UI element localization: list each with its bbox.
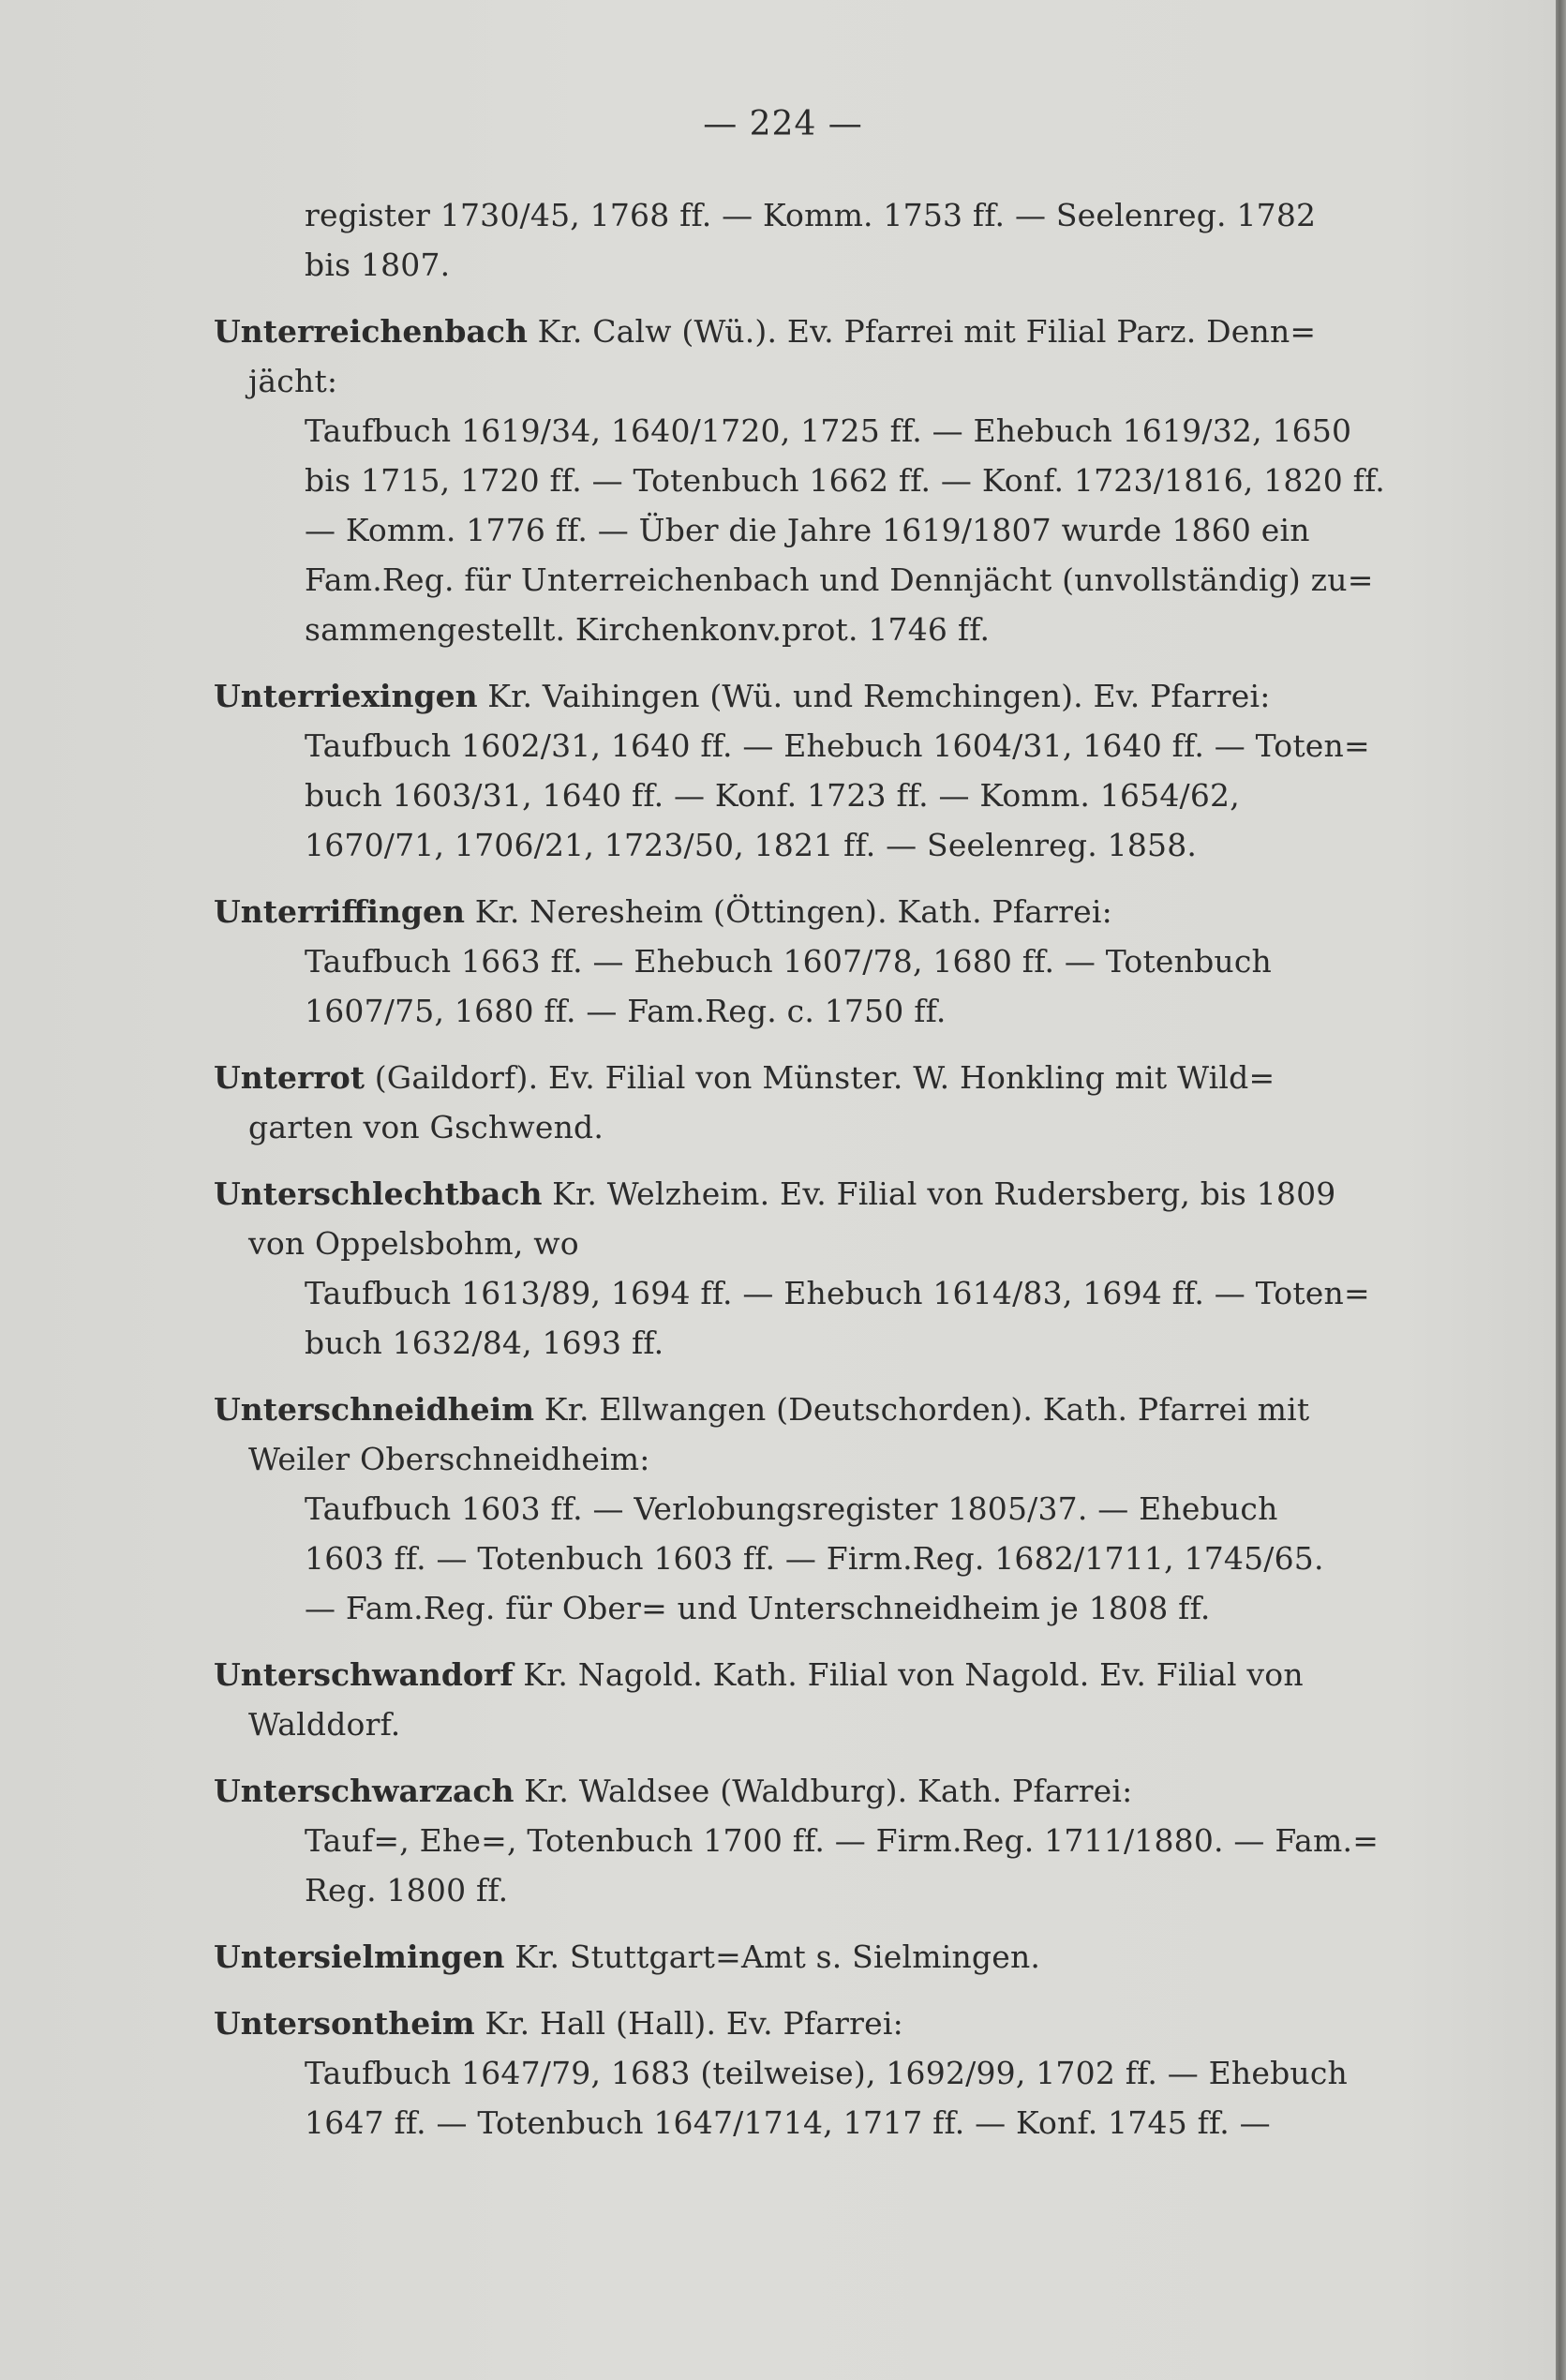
record-line: 1647 ff. — Totenbuch 1647/1714, 1717 ff. — Konf. 1745 ff. — xyxy=(305,2104,1271,2141)
entry-description: Kr. Waldsee (Waldburg). Kath. Pfarrei: xyxy=(514,1773,1133,1809)
entry-head-line xyxy=(214,671,1423,721)
text-line: von Oppelsbohm, wo xyxy=(248,1225,579,1262)
headword: Unterschwarzach xyxy=(214,1773,515,1809)
entry-head-line xyxy=(214,1385,1423,1434)
entry-head-line xyxy=(214,1766,1423,1816)
text-line: jächt: xyxy=(248,363,338,399)
entry-unterreichenbach xyxy=(214,307,1423,654)
entry-untersontheim xyxy=(214,1998,1423,2148)
entry-description: Kr. Welzheim. Ev. Filial von Rudersberg, bis 1809 xyxy=(542,1175,1336,1212)
record-line: buch 1603/31, 1640 ff. — Konf. 1723 ff. — Komm. 1654/62, xyxy=(305,777,1240,814)
record-line: 1670/71, 1706/21, 1723/50, 1821 ff. — Seelenreg. 1858. xyxy=(305,827,1198,863)
headword: Unterschwandorf xyxy=(214,1656,514,1693)
entry-description: (Gaildorf). Ev. Filial von Münster. W. Honkling mit Wild= xyxy=(365,1059,1275,1096)
record-line: Reg. 1800 ff. xyxy=(305,1872,509,1908)
record-line: sammengestellt. Kirchenkonv.prot. 1746 ff. xyxy=(305,611,991,648)
text-line: Walddorf. xyxy=(248,1706,401,1743)
text-line: garten von Gschwend. xyxy=(248,1109,604,1145)
entry-head-line xyxy=(214,887,1423,936)
record-line: Taufbuch 1647/79, 1683 (teilweise), 1692/99, 1702 ff. — Ehebuch xyxy=(305,2055,1349,2091)
entry-description: Kr. Hall (Hall). Ev. Pfarrei: xyxy=(474,2005,903,2042)
entry-head-line xyxy=(214,1169,1423,1219)
entry-unterschlechtbach xyxy=(214,1169,1423,1368)
record-line: bis 1715, 1720 ff. — Totenbuch 1662 ff. — Konf. 1723/1816, 1820 ff. xyxy=(305,462,1385,499)
entry-unterschneidheim xyxy=(214,1385,1423,1633)
entry-head-line xyxy=(214,1998,1423,2048)
record-line: Taufbuch 1613/89, 1694 ff. — Ehebuch 1614/83, 1694 ff. — Toten= xyxy=(305,1275,1370,1311)
entry-head-line xyxy=(214,1053,1423,1102)
record-line: Taufbuch 1603 ff. — Verlobungsregister 1805/37. — Ehebuch xyxy=(305,1490,1278,1527)
entry-head-line xyxy=(214,1932,1423,1982)
headword: Unterrot xyxy=(214,1059,365,1096)
headword: Unterriexingen xyxy=(214,678,478,714)
record-line: — Fam.Reg. für Ober= und Unterschneidheim je 1808 ff. xyxy=(305,1590,1211,1626)
record-line: Tauf=, Ehe=, Totenbuch 1700 ff. — Firm.Reg. 1711/1880. — Fam.= xyxy=(305,1822,1380,1859)
entry-head-line xyxy=(214,1650,1423,1699)
entry-head-line xyxy=(214,307,1423,356)
headword: Unterreichenbach xyxy=(214,313,528,350)
record-line: — Komm. 1776 ff. — Über die Jahre 1619/1807 wurde 1860 ein xyxy=(305,512,1310,548)
record-line: buch 1632/84, 1693 ff. xyxy=(305,1325,664,1361)
continuation-entry xyxy=(214,190,1423,290)
record-line: 1607/75, 1680 ff. — Fam.Reg. c. 1750 ff. xyxy=(305,993,947,1029)
headword: Unterschlechtbach xyxy=(214,1175,543,1212)
entry-description: Kr. Ellwangen (Deutschorden). Kath. Pfarrei mit xyxy=(534,1391,1310,1428)
text-line: register 1730/45, 1768 ff. — Komm. 1753 ff. — Seelenreg. 1782 xyxy=(305,197,1317,233)
page-number: — 224 — xyxy=(703,105,863,143)
text-line: bis 1807. xyxy=(305,247,451,283)
record-line: Fam.Reg. für Unterreichenbach und Dennjächt (unvollständig) zu= xyxy=(305,561,1374,598)
record-line: 1603 ff. — Totenbuch 1603 ff. — Firm.Reg. 1682/1711, 1745/65. xyxy=(305,1540,1324,1577)
entry-description: Kr. Calw (Wü.). Ev. Pfarrei mit Filial Parz. Denn= xyxy=(527,313,1317,350)
headword: Untersontheim xyxy=(214,2005,475,2042)
entry-description: Kr. Stuttgart=Amt s. Sielmingen. xyxy=(504,1938,1041,1975)
entry-description: Kr. Nagold. Kath. Filial von Nagold. Ev. Filial von xyxy=(513,1656,1304,1693)
page-edge-shadow xyxy=(1556,0,1566,2380)
entry-description: Kr. Neresheim (Öttingen). Kath. Pfarrei: xyxy=(465,893,1112,930)
record-line: Taufbuch 1663 ff. — Ehebuch 1607/78, 1680 ff. — Totenbuch xyxy=(305,943,1272,980)
entry-description: Kr. Vaihingen (Wü. und Remchingen). Ev. Pfarrei: xyxy=(477,678,1271,714)
headword: Unterschneidheim xyxy=(214,1391,535,1428)
entry-unterriexingen xyxy=(214,671,1423,870)
text-block xyxy=(214,190,1423,2148)
entry-unterschwarzach xyxy=(214,1766,1423,1915)
record-line: Taufbuch 1619/34, 1640/1720, 1725 ff. — Ehebuch 1619/32, 1650 xyxy=(305,412,1352,449)
text-line: Weiler Oberschneidheim: xyxy=(248,1441,650,1477)
entry-untersielmingen xyxy=(214,1932,1423,1982)
record-line: Taufbuch 1602/31, 1640 ff. — Ehebuch 1604/31, 1640 ff. — Toten= xyxy=(305,727,1370,764)
entry-unterschwandorf xyxy=(214,1650,1423,1749)
headword: Untersielmingen xyxy=(214,1938,505,1975)
entry-unterrot xyxy=(214,1053,1423,1152)
headword: Unterriffingen xyxy=(214,893,465,930)
entry-unterriffingen xyxy=(214,887,1423,1036)
